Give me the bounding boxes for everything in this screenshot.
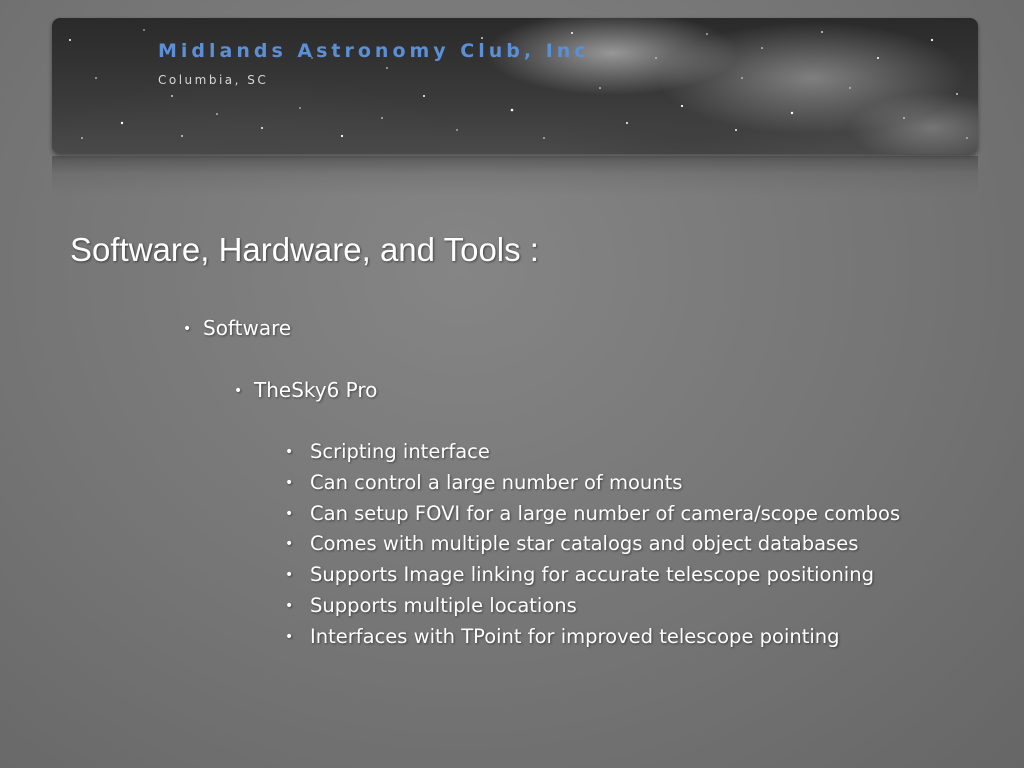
bullet-dot-icon: • <box>285 536 294 553</box>
list-item <box>285 593 900 624</box>
feature-text: Supports multiple locations <box>310 593 577 617</box>
bullet-dot-icon: • <box>285 505 294 522</box>
feature-text: Supports Image linking for accurate telescope positioning <box>310 563 874 587</box>
bullet-level1-text: Software <box>203 316 292 340</box>
club-location: Columbia, SC <box>158 73 269 87</box>
feature-list <box>285 439 900 655</box>
slide-title: Software, Hardware, and Tools : <box>70 231 539 268</box>
header-banner <box>52 18 978 154</box>
bullet-dot-icon: • <box>183 321 192 337</box>
bullet-dot-icon: • <box>234 383 243 399</box>
feature-text: Can setup FOVI for a large number of camera/scope combos <box>310 501 901 525</box>
bullet-level2-text: TheSky6 Pro <box>254 378 378 402</box>
bullet-dot-icon: • <box>285 444 294 460</box>
list-item <box>285 562 900 593</box>
bullet-dot-icon: • <box>285 597 294 614</box>
feature-text: Comes with multiple star catalogs and object databases <box>310 532 859 556</box>
bullet-level2 <box>234 378 377 402</box>
feature-text: Interfaces with TPoint for improved telescope pointing <box>310 624 840 648</box>
club-name: Midlands Astronomy Club, Inc <box>158 40 590 62</box>
feature-text: Can control a large number of mounts <box>310 470 683 494</box>
list-item <box>285 501 900 532</box>
bullet-dot-icon: • <box>285 474 294 491</box>
feature-text: Scripting interface <box>310 440 490 463</box>
list-item <box>285 470 900 501</box>
bullet-dot-icon: • <box>285 567 294 584</box>
list-item <box>285 624 900 655</box>
bullet-dot-icon: • <box>285 628 294 645</box>
list-item <box>285 531 900 562</box>
list-item <box>285 439 900 470</box>
bullet-level1 <box>183 316 291 340</box>
banner-reflection <box>52 156 978 196</box>
